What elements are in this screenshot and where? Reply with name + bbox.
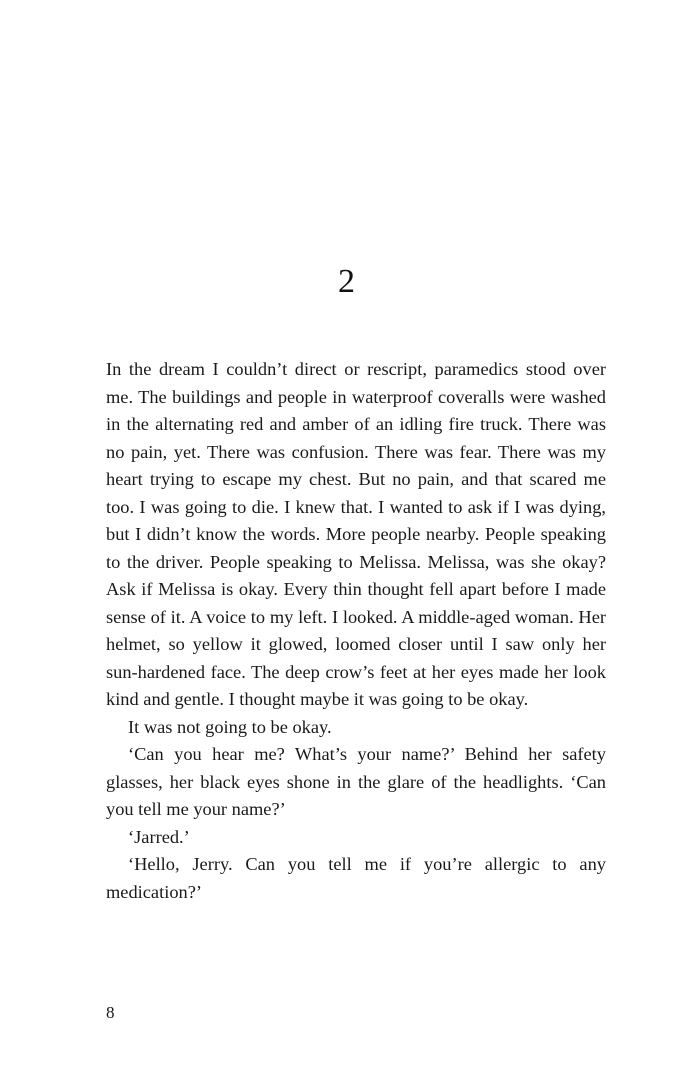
page-number: 8 xyxy=(106,1003,115,1022)
chapter-number: 2 xyxy=(338,263,355,300)
paragraph-2: It was not going to be okay. xyxy=(128,716,332,737)
paragraph-1: In the dream I couldn’t direct or rescript, paramedics stood over me. The buildings and people in waterproof coveralls were washed in the alternating red and amber of an idling fire truck. There was no pain, yet. There was confusion. There was fear. There was my heart trying to escape my chest. But no pain, and that scared me too. I was going to die. I knew that. I wanted to ask if I was dying, but I didn’t know the words. More people nearby. People speaking to the driver. People speaking to Melissa. Melissa, was she okay? Ask if Melissa is okay. Every thin thought fell apart before I made sense of it. A voice to my left. I looked. A middle-aged woman. Her helmet, so yellow it glowed, loomed closer until I saw only her sun-hardened face. The deep crow’s feet at her eyes made her look kind and gentle. I thought maybe it was going to be okay. xyxy=(106,359,606,709)
paragraph-5: ‘Hello, Jerry. Can you tell me if you’re allergic to any medication?’ xyxy=(106,854,606,902)
paragraph-4: ‘Jarred.’ xyxy=(128,826,190,847)
chapter-body xyxy=(106,356,606,906)
paragraph-3: ‘Can you hear me? What’s your name?’ Behind her safety glasses, her black eyes shone in the glare of the headlights. ‘Can you tell me your name?’ xyxy=(106,744,606,819)
